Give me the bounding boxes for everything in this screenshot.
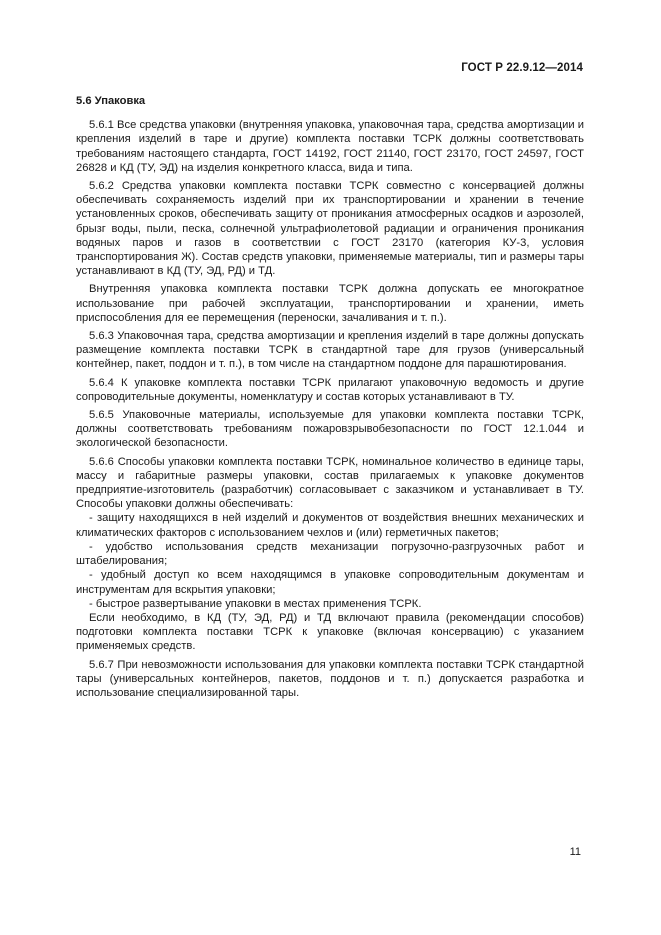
page-number: 11: [569, 846, 581, 858]
paragraph-inner-packaging: Внутренняя упаковка комплекта поставки ТСРК должна допускать ее многократное использование при рабочей эксплуатации, транспортировании и хранении, иметь приспособления для ее перемещения (переноски, зачаливания и т. п.).: [76, 283, 584, 324]
paragraph-5-6-5: 5.6.5 Упаковочные материалы, используемые для упаковки комплекта поставки ТСРК, должны соответствовать требованиям пожаровзрывобезопасности по ГОСТ 12.1.044 и экологической безопасности.: [76, 409, 584, 450]
paragraph-5-6-3: 5.6.3 Упаковочная тара, средства амортизации и крепления изделий в таре должны допускать размещение комплекта поставки ТСРК в стандартной таре для грузов (универсальный контейнер, пакет, поддон и т. п.), в том числе на стандартном поддоне для парашютирования.: [76, 330, 584, 371]
list-item-protection: - защиту находящихся в ней изделий и документов от воздействия внешних механических и климатических факторов с использованием чехлов и (или) герметичных пакетов;: [76, 512, 584, 539]
list-item-mechanization: - удобство использования средств механизации погрузочно-разгрузочных работ и штабелирования;: [76, 540, 584, 568]
paragraph-5-6-1: 5.6.1 Все средства упаковки (внутренняя упаковка, упаковочная тара, средства амортизации и крепления изделий в таре и другие) комплекта поставки ТСРК должны соответствовать требованиям настоящего стандарта, ГОСТ 14192, ГОСТ 21140, ГОСТ 23170, ГОСТ 24597, ГОСТ 26828 и КД (ТУ, ЭД) на изделия конкретного класса, вида и типа.: [76, 119, 584, 174]
paragraph-preparation-rules: Если необходимо, в КД (ТУ, ЭД, РД) и ТД включают правила (рекомендации способов) подготовки комплекта поставки ТСРК к упаковке (включая консервацию) с указанием применяемых средств.: [76, 611, 584, 653]
paragraph-5-6-4: 5.6.4 К упаковке комплекта поставки ТСРК прилагают упаковочную ведомость и другие сопроводительные документы, номенклатуру и состав которых устанавливают в ТУ.: [76, 376, 584, 403]
paragraph-5-6-7: 5.6.7 При невозможности использования для упаковки комплекта поставки ТСРК стандартной тары (универсальных контейнеров, пакетов, поддонов и т. п.) допускается разработка и использование специализированной тары.: [76, 658, 584, 699]
section-title: 5.6 Упаковка: [76, 95, 146, 107]
paragraph-5-6-6: 5.6.6 Способы упаковки комплекта поставки ТСРК, номинальное количество в единице тары, массу и габаритные размеры упаковки, состав прилагаемых к упаковке документов предприятие-изготовитель (разработчик) согласовывает с заказчиком и устанавливает в ТУ. Способы упаковки должны обеспечивать:: [76, 455, 584, 511]
main-content: [76, 94, 584, 700]
list-item-access: - удобный доступ ко всем находящимся в упаковке сопроводительным документам и инструментам для вскрытия упаковки;: [76, 569, 584, 596]
document-header-code: ГОСТ Р 22.9.12—2014: [461, 62, 583, 74]
paragraph-5-6-2: 5.6.2 Средства упаковки комплекта поставки ТСРК совместно с консервацией должны обеспечивать сохраняемость изделий при их транспортировании и хранении в течение установленных сроков, обеспечивать защиту от проникания атмосферных осадков и аэрозолей, брызг воды, пыли, песка, солнечной ультрафиолетовой радиации и ограничения проникания водяных паров и газов в соответствии с ГОСТ 23170 (категория КУ-3, условия транспортирования Ж). Состав средств упаковки, применяемые материалы, тип и размеры тары устанавливают в КД (ТУ, ЭД, РД) и ТД.: [76, 180, 584, 278]
list-item-deployment: - быстрое развертывание упаковки в местах применения ТСРК.: [89, 597, 422, 610]
